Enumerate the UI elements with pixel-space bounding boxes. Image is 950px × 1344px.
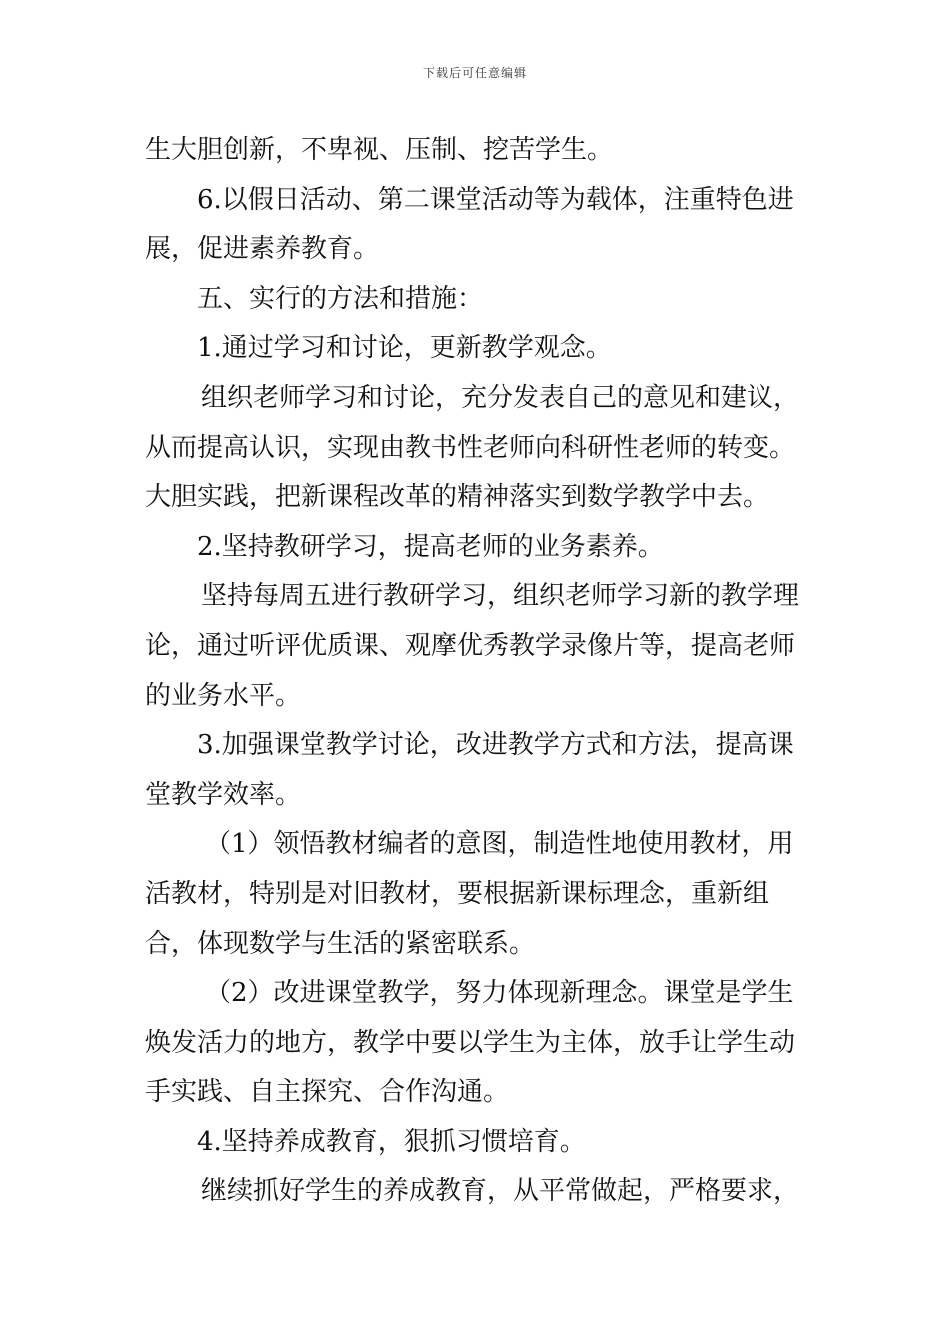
paragraph-12: 继续抓好学生的养成教育，从平常做起，严格要求， [201, 1176, 800, 1207]
item-heading-4: 4.坚持养成教育，狠抓习惯培育。 [197, 1126, 586, 1157]
sub-item-2: （2）改进课堂教学，努力体现新理念。课堂是学生焕发活力的地方，教学中要以学生为主体，放手让学生动手实践、自主探究、合作沟通。 [145, 978, 796, 1108]
paragraph-5: 组织老师学习和讨论，充分发表自己的意见和建议，从而提高认识，实现由教书性老师向科研性老师的转变。大胆实践，把新课程改革的精神落实到数学教学中去。 [145, 382, 800, 513]
document-body [145, 126, 810, 1217]
page-header: 下载后可任意编辑 [422, 66, 527, 80]
item-heading-1: 1.通过学习和讨论，更新教学观念。 [197, 333, 612, 364]
paragraph-2: 6.以假日活动、第二课堂活动等为载体，注重特色进展，促进素养教育。 [145, 184, 794, 265]
item-heading-2: 2.坚持教研学习，提高老师的业务素养。 [197, 531, 664, 562]
item-heading-3: 3.加强课堂教学讨论，改进教学方式和方法，提高课堂教学效率。 [145, 730, 794, 810]
sub-item-1: （1）领悟教材编者的意图，制造性地使用教材，用活教材，特别是对旧教材，要根据新课标理念，重新组合，体现数学与生活的紧密联系。 [145, 829, 794, 959]
paragraph-7: 坚持每周五进行教研学习，组织老师学习新的教学理论，通过听评优质课、观摩优秀教学录像片等，提高老师的业务水平。 [145, 581, 800, 711]
paragraph-1: 生大胆创新，不卑视、压制、挖苦学生。 [145, 135, 614, 165]
section-heading: 五、实行的方法和措施： [197, 283, 484, 314]
